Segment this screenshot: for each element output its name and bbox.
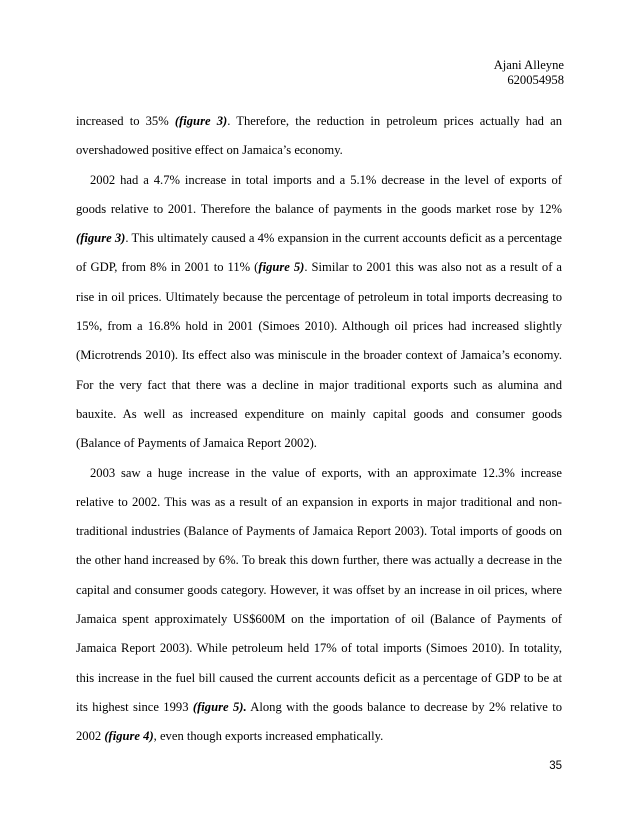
page-number: 35 (549, 760, 562, 772)
paragraph-3: 2003 saw a huge increase in the value of exports, with an approximate 12.3% increase relative to 2002. This was as a result of an expansion in exports in major traditional and non-traditional industries (Balance of Payments of Jamaica Report 2003). Total imports of goods on the other hand increased by 6%. To break this down further, there was actually a decrease in the capital and consumer goods category. However, it was offset by an increase in oil prices, where Jamaica spent approximately US$600M on the importation of oil (Balance of Payments of Jamaica Report 2003). While petroleum held 17% of total imports (Simoes 2010). In totality, this increase in the fuel bill caused the current accounts deficit as a percentage of GDP to be at its highest since 1993 (figure 5). Along with the goods balance to decrease by 2% relative to 2002 (figure 4), even though exports increased emphatically. (76, 465, 563, 744)
student-id: 620054958 (507, 73, 564, 87)
figure-ref: (figure 3) (76, 231, 126, 246)
figure-ref: figure 5) (258, 260, 305, 275)
author-name: Ajani Alleyne (493, 58, 564, 72)
body-text (76, 107, 562, 752)
paragraph-2: 2002 had a 4.7% increase in total imports and a 5.1% decrease in the level of exports of goods relative to 2001. Therefore the balance of payments in the goods market rose by 12% (figure 3). This ultimately caused a 4% expansion in the current accounts deficit as a percentage of GDP, from 8% in 2001 to 11% (figure 5). Similar to 2001 this was also not as a result of a rise in oil prices. Ultimately because the percentage of petroleum in total imports decreasing to 15%, from a 16.8% hold in 2001 (Simoes 2010). Although oil prices had increased slightly (Microtrends 2010). Its effect also was miniscule in the broader context of Jamaica’s economy. For the very fact that there was a decline in major traditional exports such as alumina and bauxite. As well as increased expenditure on mainly capital goods and consumer goods (Balance of Payments of Jamaica Report 2002). (76, 172, 563, 451)
figure-ref: (figure 4) (104, 729, 154, 744)
figure-ref: (figure 5). (192, 699, 247, 714)
figure-ref: (figure 3) (174, 114, 228, 128)
page-header (494, 58, 564, 88)
paragraph-1: increased to 35% (figure 3). Therefore, the reduction in petroleum prices actually had an overshadowed positive effect on Jamaica’s economy. (76, 114, 563, 158)
